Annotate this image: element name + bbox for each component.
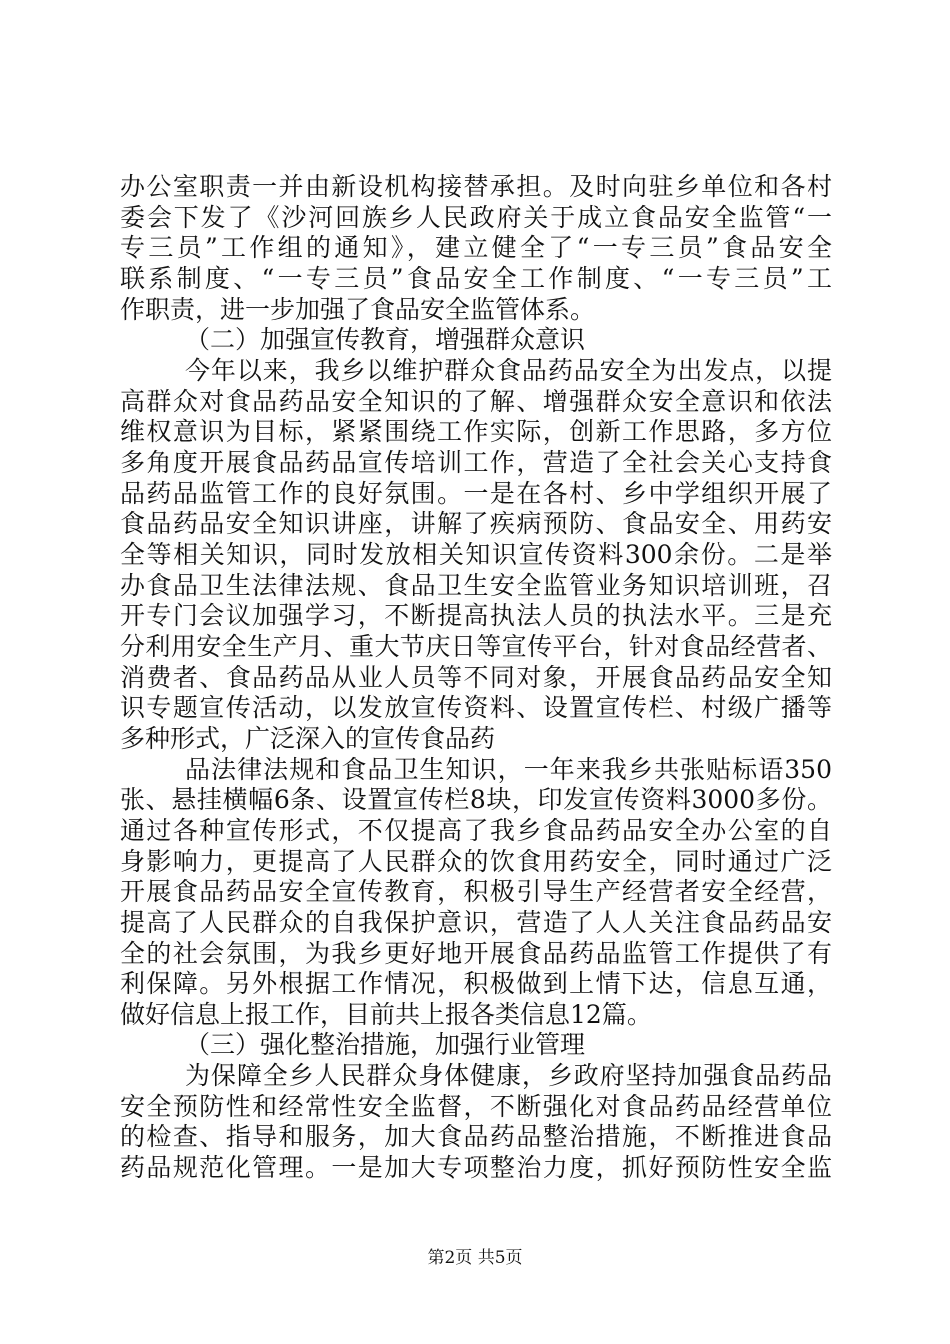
body-text-line: 办食品卫生法律法规、食品卫生安全监管业务知识培训班，召 — [120, 571, 832, 600]
body-text-line: 专三员”工作组的通知》，建立健全了“一专三员”食品安全 — [120, 233, 832, 262]
body-text-line: 作职责，进一步加强了食品安全监管体系。 — [120, 295, 596, 324]
body-text-line: 多种形式，广泛深入的宣传食品药 — [120, 724, 496, 753]
body-text-line: 消费者、食品药品从业人员等不同对象，开展食品药品安全知 — [120, 663, 832, 692]
body-text-line: 利保障。另外根据工作情况，积极做到上情下达，信息互通， — [120, 969, 832, 998]
body-text-line: 开专门会议加强学习，不断提高执法人员的执法水平。三是充 — [120, 601, 832, 630]
section-heading-3: （三）强化整治措施，加强行业管理 — [185, 1030, 586, 1059]
body-text-line: 分利用安全生产月、重大节庆日等宣传平台，针对食品经营者、 — [120, 632, 832, 661]
body-text-line: 品法律法规和食品卫生知识，一年来我乡共张贴标语350 — [185, 755, 832, 784]
body-text-line: 多角度开展食品药品宣传培训工作，营造了全社会关心支持食 — [120, 448, 832, 477]
body-text-line: 全等相关知识，同时发放相关知识宣传资料300余份。二是举 — [120, 540, 832, 569]
body-text-line: 识专题宣传活动，以发放宣传资料、设置宣传栏、村级广播等 — [120, 693, 832, 722]
body-text-line: 联系制度、“一专三员”食品安全工作制度、“一专三员”工 — [120, 264, 832, 293]
body-text-line: 的检查、指导和服务，加大食品药品整治措施，不断推进食品 — [120, 1122, 832, 1151]
body-text-line: 张、悬挂横幅6条、设置宣传栏8块，印发宣传资料3000多份。 — [120, 785, 832, 814]
body-text-line: 维权意识为目标，紧紧围绕工作实际，创新工作思路，多方位 — [120, 417, 832, 446]
body-text-line: 食品药品安全知识讲座，讲解了疾病预防、食品安全、用药安 — [120, 509, 832, 538]
body-text-line: 提高了人民群众的自我保护意识，营造了人人关注食品药品安 — [120, 908, 832, 937]
body-text-line: 品药品监管工作的良好氛围。一是在各村、乡中学组织开展了 — [120, 479, 832, 508]
body-text-line: 全的社会氛围，为我乡更好地开展食品药品监管工作提供了有 — [120, 939, 832, 968]
body-text-line: 办公室职责一并由新设机构接替承担。及时向驻乡单位和各村 — [120, 172, 832, 201]
page-number-footer: 第2页 共5页 — [427, 1248, 523, 1268]
body-text-line: 安全预防性和经常性安全监督，不断强化对食品药品经营单位 — [120, 1092, 832, 1121]
body-text-line: 今年以来，我乡以维护群众食品药品安全为出发点，以提 — [185, 356, 832, 385]
body-text-line: 为保障全乡人民群众身体健康，乡政府坚持加强食品药品 — [185, 1061, 832, 1090]
body-text-line: 通过各种宣传形式，不仅提高了我乡食品药品安全办公室的自 — [120, 816, 832, 845]
body-text-line: 委会下发了《沙河回族乡人民政府关于成立食品安全监管“一 — [120, 203, 832, 232]
body-text-line: 高群众对食品药品安全知识的了解、增强群众安全意识和依法 — [120, 387, 832, 416]
body-text-line: 做好信息上报工作，目前共上报各类信息12篇。 — [120, 1000, 652, 1029]
body-text-line: 药品规范化管理。一是加大专项整治力度，抓好预防性安全监 — [120, 1153, 832, 1182]
body-text-line: 开展食品药品安全宣传教育，积极引导生产经营者安全经营， — [120, 877, 832, 906]
section-heading-2: （二）加强宣传教育，增强群众意识 — [185, 325, 586, 354]
body-text-line: 身影响力，更提高了人民群众的饮食用药安全，同时通过广泛 — [120, 847, 832, 876]
